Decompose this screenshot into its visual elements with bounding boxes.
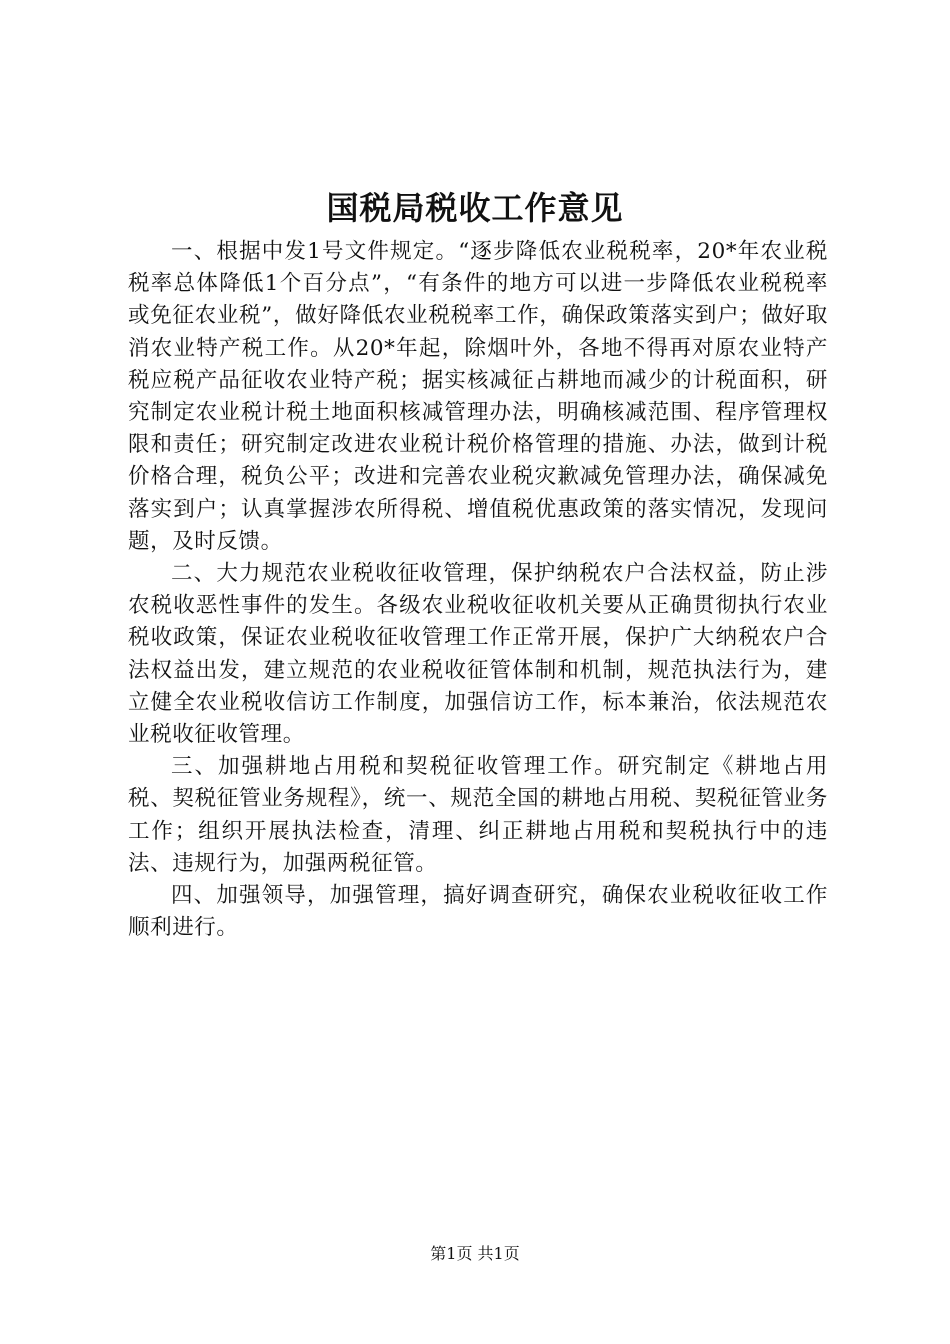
paragraph-1: 一、根据中发1号文件规定。“逐步降低农业税税率，20*年农业税税率总体降低1个百分点”，“有条件的地方可以进一步降低农业税税率或免征农业税”，做好降低农业税税率工作，确保政策落实到户；做好取消农业特产税工作。从20*年起，除烟叶外，各地不得再对原农业特产税应税产品征收农业特产税；据实核减征占耕地而减少的计税面积，研究制定农业税计税土地面积核减管理办法，明确核减范围、程序管理权限和责任；研究制定改进农业税计税价格管理的措施、办法，做到计税价格合理，税负公平；改进和完善农业税灾歉减免管理办法，确保减免落实到户；认真掌握涉农所得税、增值税优惠政策的落实情况，发现问题，及时反馈。: [128, 239, 828, 554]
paragraph-3: 三、加强耕地占用税和契税征收管理工作。研究制定《耕地占用税、契税征管业务规程》，统一、规范全国的耕地占用税、契税征管业务工作；组织开展执法检查，清理、纠正耕地占用税和契税执行中的违法、违规行为，加强两税征管。: [128, 754, 828, 876]
document-body: [128, 236, 828, 944]
page-footer: 第1页 共1页: [430, 1244, 520, 1263]
paragraph-4: 四、加强领导，加强管理，搞好调查研究，确保农业税收征收工作顺利进行。: [128, 883, 828, 941]
paragraph-2: 二、大力规范农业税收征收管理，保护纳税农户合法权益，防止涉农税收恶性事件的发生。各级农业税收征收机关要从正确贯彻执行农业税收政策，保证农业税收征收管理工作正常开展，保护广大纳税农户合法权益出发，建立规范的农业税收征管体制和机制，规范执法行为，建立健全农业税收信访工作制度，加强信访工作，标本兼治，依法规范农业税收征收管理。: [128, 561, 828, 748]
document-title: 国税局税收工作意见: [326, 189, 624, 227]
